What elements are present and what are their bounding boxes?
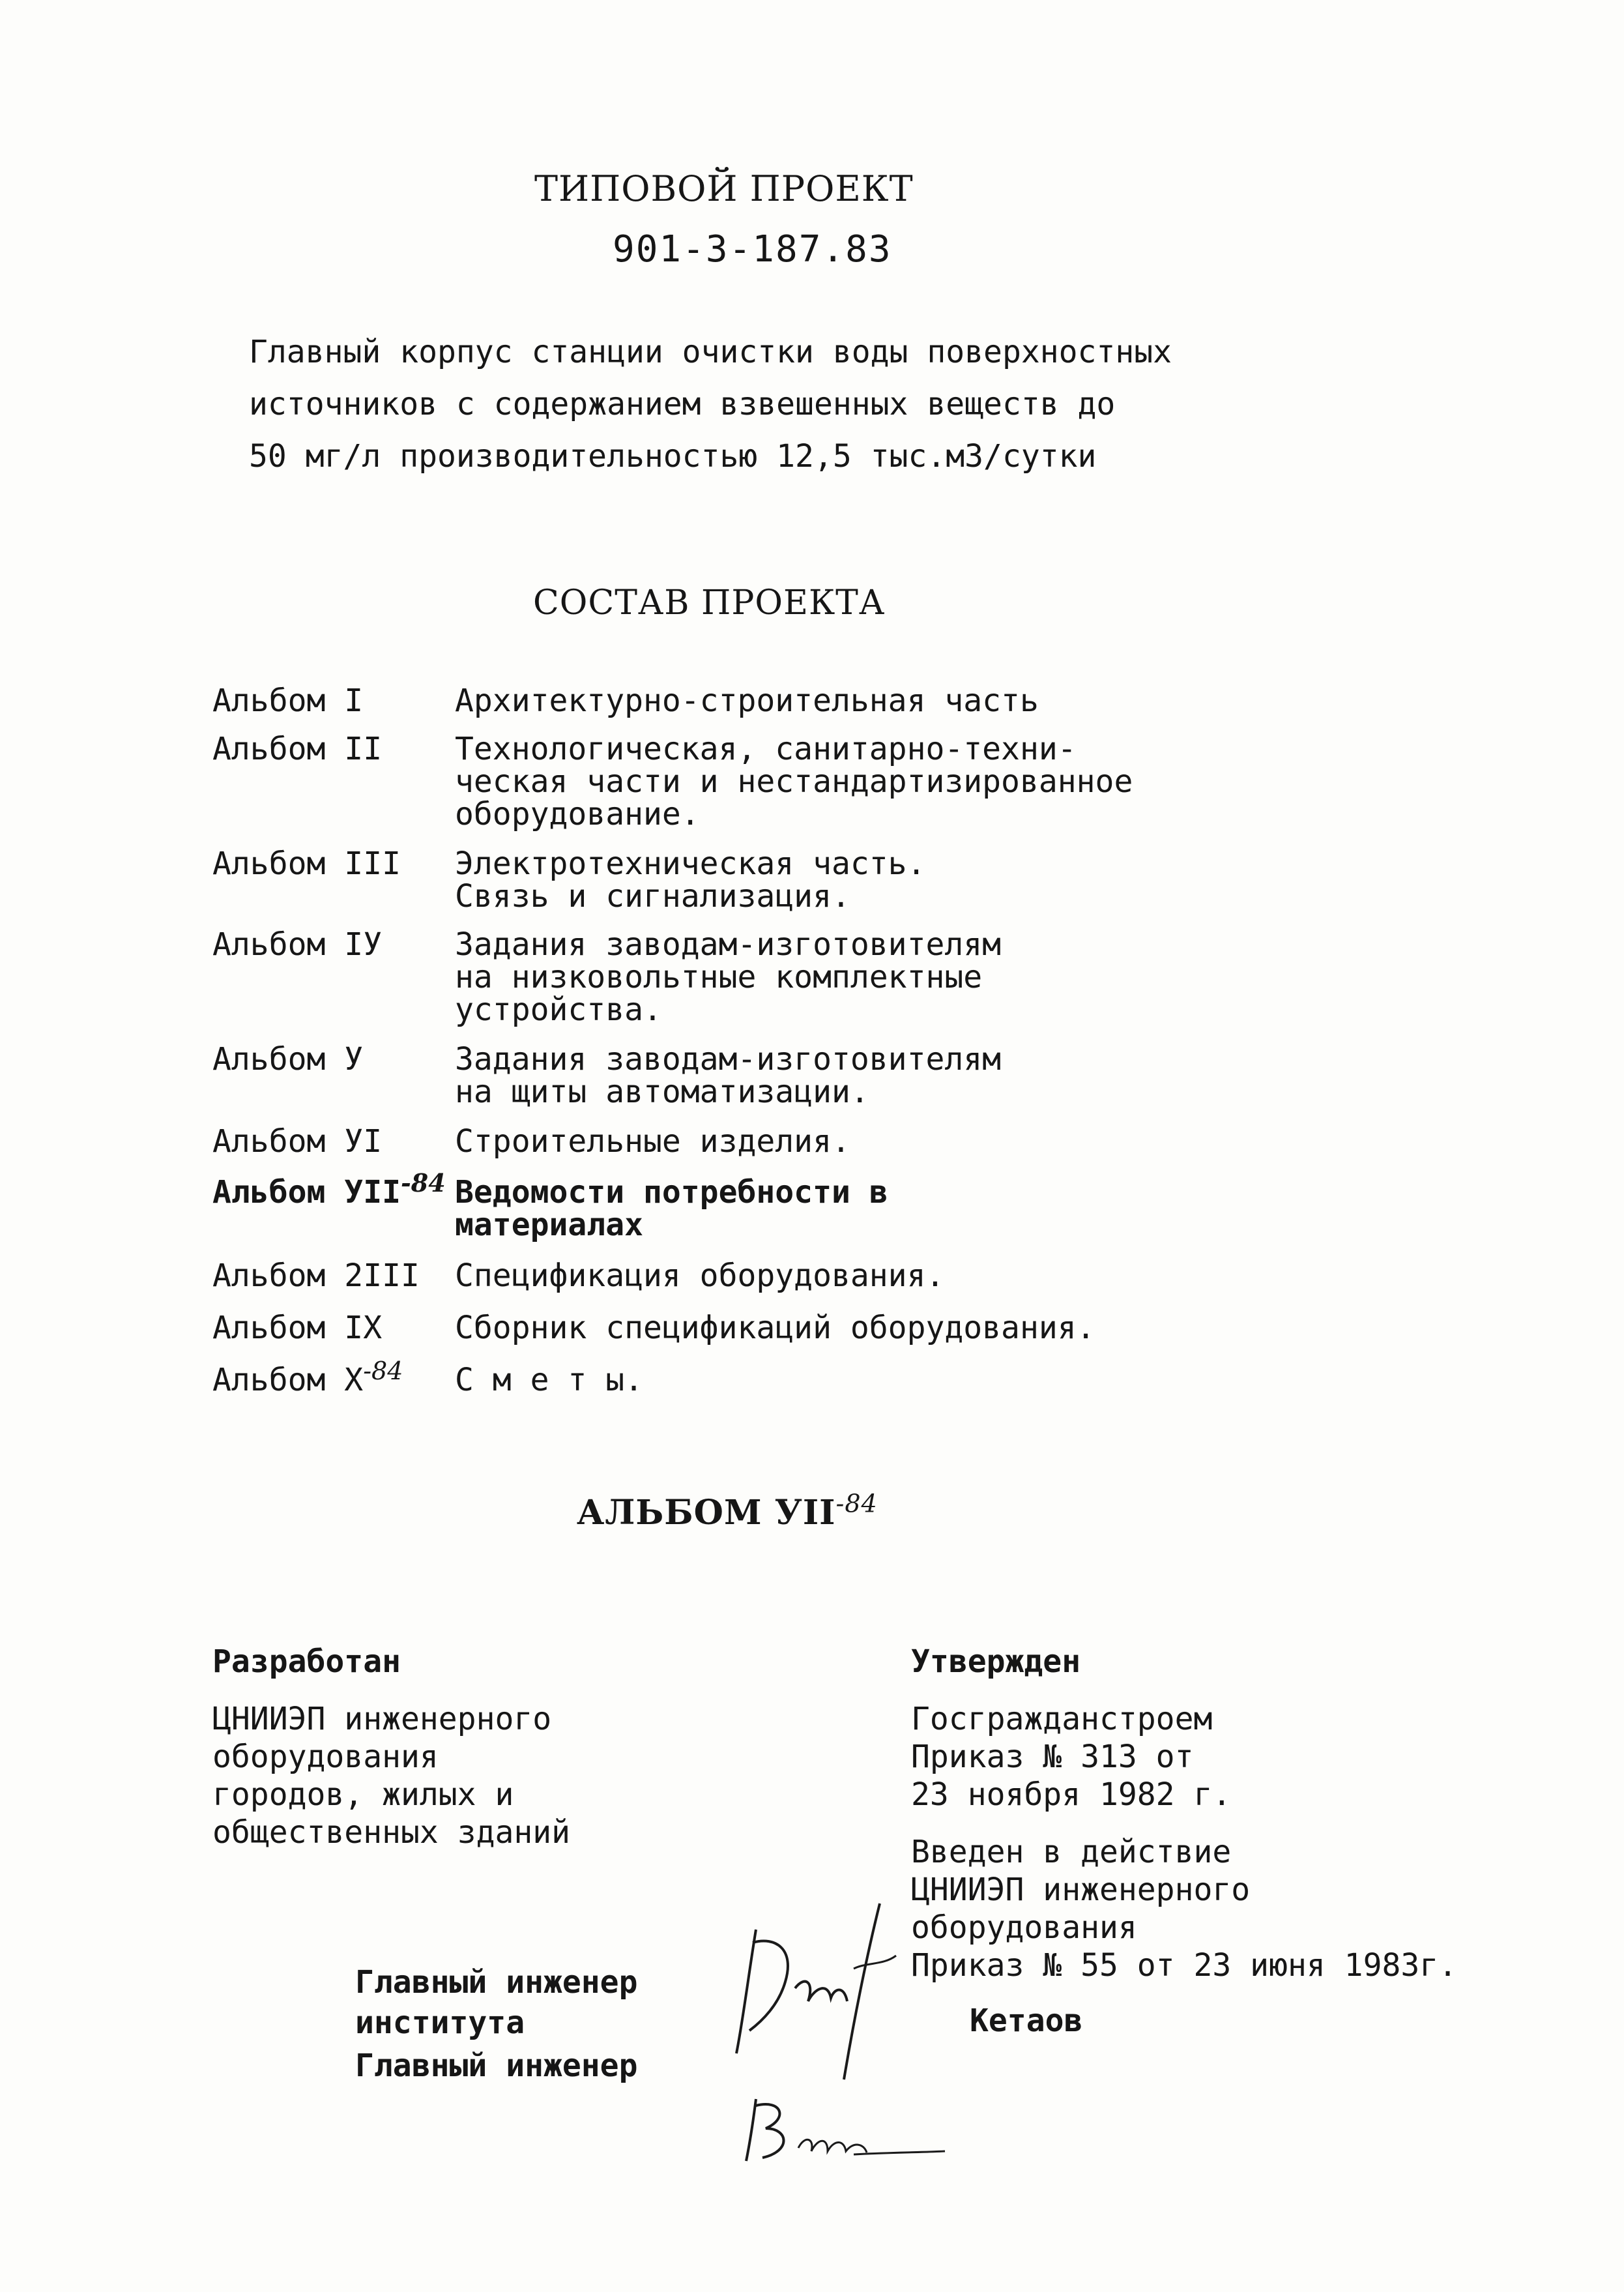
signature-role-line: Главный инженер [355,2048,638,2084]
album-number: Альбом УI [212,1123,383,1160]
approval-line: 23 ноября 1982 г. [911,1776,1232,1813]
developer-line: оборудования [212,1739,439,1775]
album-description: Строительные изделия. [455,1123,850,1160]
developed-label: Разработан [212,1643,401,1680]
signature-handwritten-2 [736,2079,951,2171]
contents-row [212,928,1451,1026]
developer-line: общественных зданий [212,1814,571,1851]
album-description: Задания заводам-изготовителям на низковольтные комплектные устройства. [455,926,1002,1028]
developer-line: городов, жилых и [212,1776,514,1813]
enactment-line: оборудования [911,1909,1137,1946]
signature-roles [355,1962,637,2086]
album-number: Альбом 2III [212,1257,420,1294]
enactment-line: ЦНИИЭП инженерного [911,1872,1251,1908]
contents-row [212,1125,1451,1158]
project-title-line: источников с содержанием взвешенных веществ до [249,386,1116,422]
contents-row [212,733,1451,830]
album-number: Альбом $X^{-84}$ [212,1357,403,1398]
developer-line: ЦНИИЭП инженерного [212,1701,552,1737]
album-description: Спецификация оборудования. [455,1257,945,1294]
developed-by-block [212,1643,570,1851]
handwritten-note: -84 [363,1357,403,1385]
signature-role-line: института [355,2005,525,2041]
album-description: Технологическая, санитарно-техни- ческая части и нестандартизированное оборудование. [455,731,1133,832]
contents-row [212,847,1451,913]
album-description: Задания заводам-изготовителям на щиты автоматизации. [455,1041,1002,1110]
album-number: Альбом IX [212,1310,383,1346]
album-number: Альбом IУ [212,926,383,963]
approval-line: Приказ № 313 от [911,1739,1194,1775]
signature-handwritten-1 [717,1890,938,2106]
contents-row [212,684,1451,717]
approved-by-block [911,1643,1457,1984]
album-description: С м е т ы. [455,1362,643,1398]
approved-label: Утвержден [911,1643,1081,1680]
handwritten-note: -84 [400,1168,446,1197]
contents-row [212,1312,1451,1344]
project-title-line: Главный корпус станции очистки воды поверхностных [249,334,1172,370]
album-label: АЛЬБОМ $УII^{-84}$ [577,1489,878,1533]
enactment-line: Введен в действие [911,1834,1232,1870]
album-number: Альбом I [212,683,364,719]
contents-row [212,1259,1451,1292]
project-title-line: 50 мг/л производительностью 12,5 тыс.м3/сутки [249,438,1097,475]
album-number: Альбом У [212,1041,364,1078]
approval-line: Госгражданстроем [911,1701,1213,1737]
album-number: Альбом $УII^{-84}$ [212,1168,446,1211]
contents-row [212,1043,1451,1108]
enactment-line: Приказ № 55 от 23 июня 1983г. [911,1947,1458,1984]
project-number: 901-3-187.83 [613,228,892,271]
contents-heading: СОСТАВ ПРОЕКТА [533,583,886,623]
handwritten-note: -84 [835,1489,878,1518]
project-title [249,326,1422,482]
contents-row [212,1357,1451,1398]
album-number: Альбом III [212,845,401,882]
contents-list [212,684,1451,1396]
album-description: Ведомости потребности в материалах [455,1174,888,1243]
album-description: Сборник спецификаций оборудования. [455,1310,1095,1346]
album-description: Электротехническая часть. Связь и сигнализация. [455,845,926,915]
signature-role-line: Главный инженер [355,1964,638,2001]
document-type: ТИПОВОЙ ПРОЕКТ [534,168,914,209]
signatory-name: Кетаов [970,2003,1083,2039]
album-number: Альбом II [212,731,383,767]
contents-row [212,1168,1451,1243]
album-description: Архитектурно-строительная часть [455,683,1039,719]
